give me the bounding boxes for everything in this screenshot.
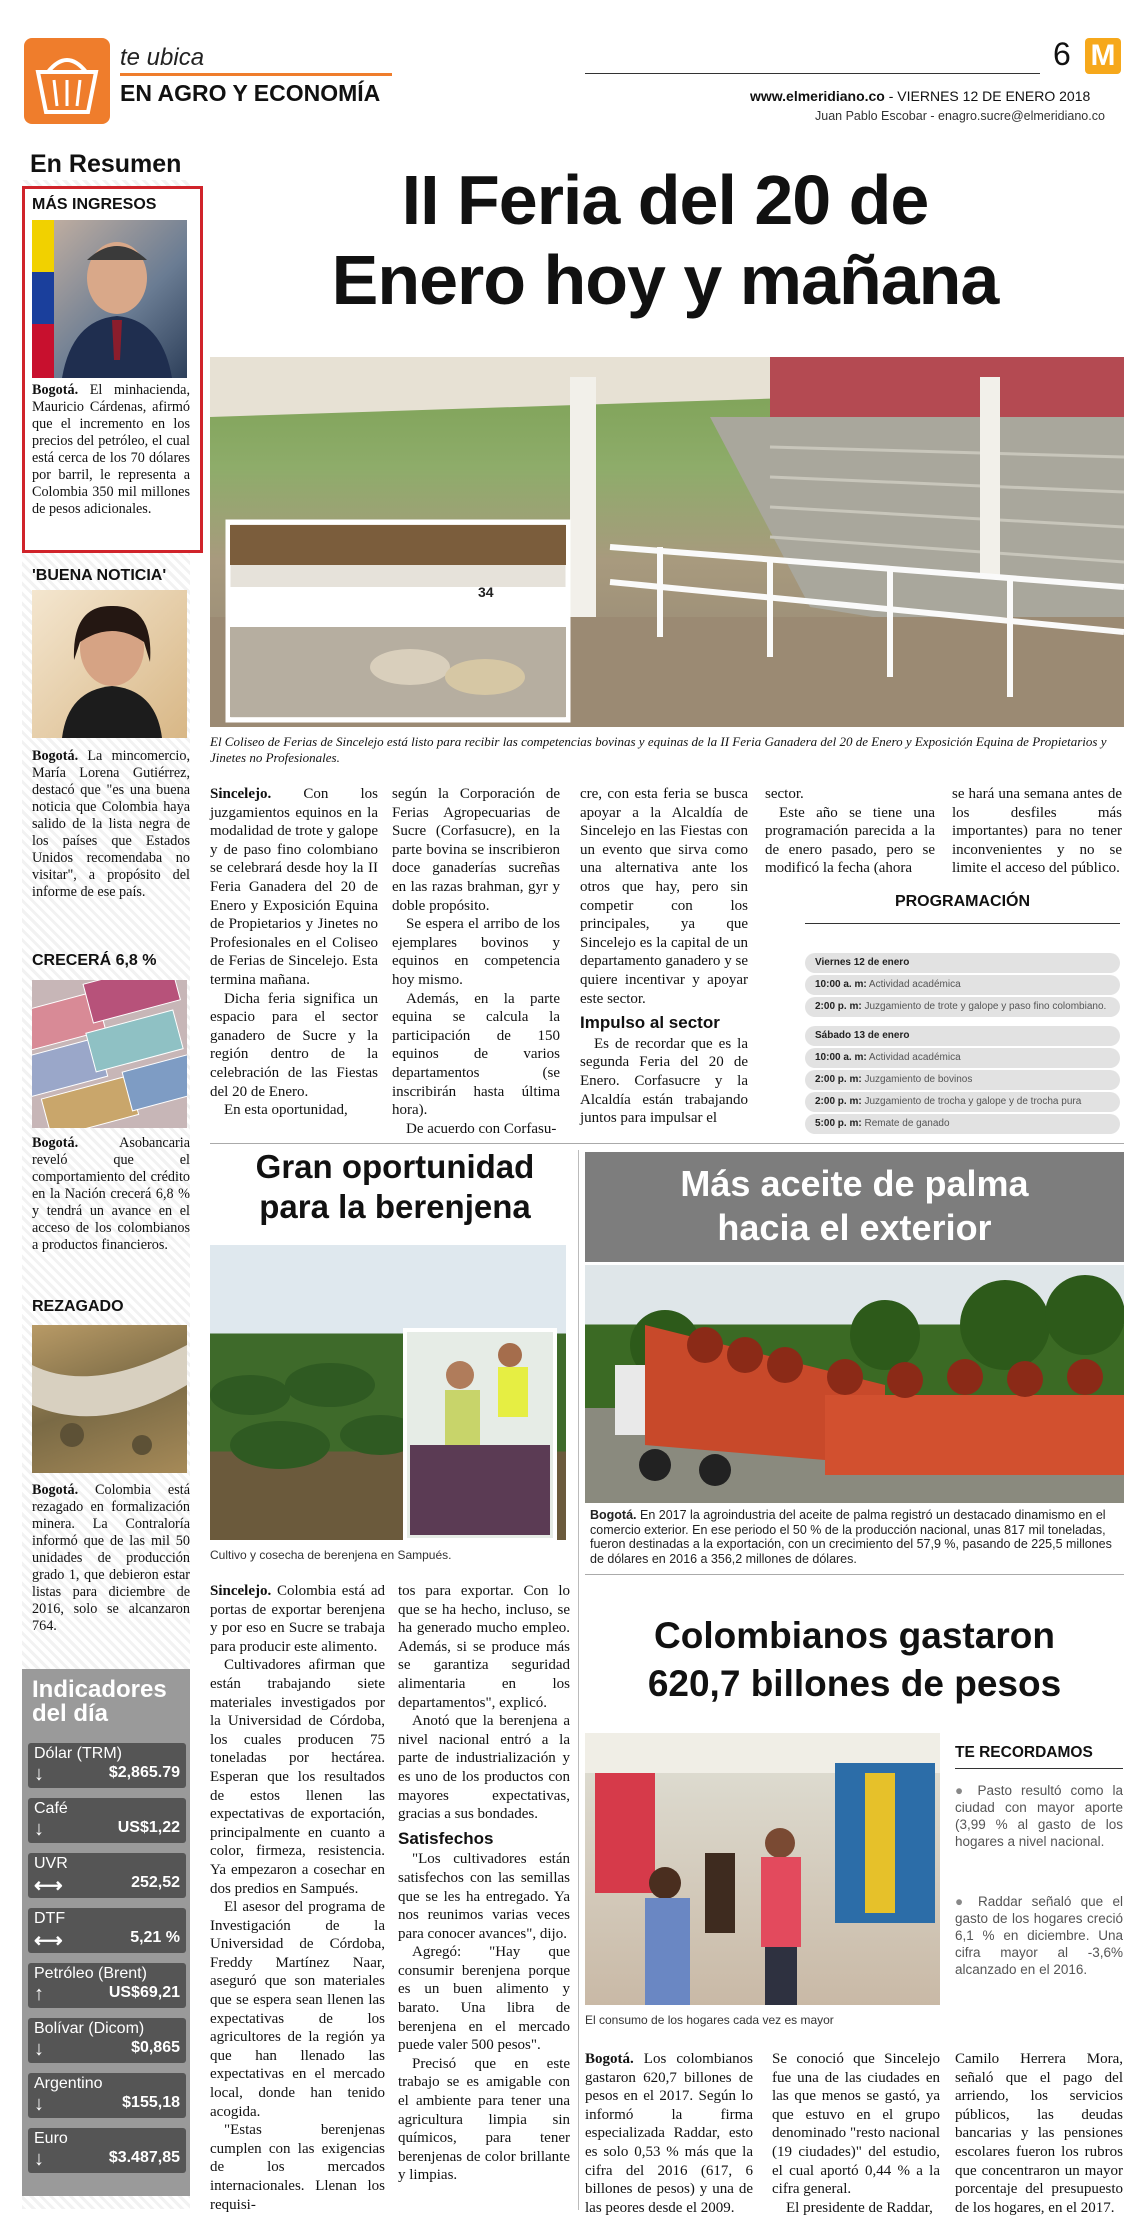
program-rule — [805, 923, 1120, 924]
section-tagline: te ubica — [120, 44, 205, 71]
palma-caption: Bogotá. En 2017 la agroindustria del aceite de palma registró un destacado dinamismo en el comercio exterior. En ese periodo el 50 % de la producción nacional, unas 817 mil toneladas, fueron destinadas a la exportación, con un crecimiento del 57,9 %, pasando de 225,5 millones de dólares en 2016 a 356,2 millones de dólares. — [590, 1508, 1112, 1566]
arrow-down-icon: ↓ — [34, 2148, 44, 2170]
indicator-bolivar: Bolívar (Dicom) ↓ $0,865 — [28, 2018, 186, 2063]
arrow-both-icon: ⟷ — [34, 1875, 63, 1897]
section-divider — [585, 1574, 1124, 1575]
arrow-down-icon: ↓ — [34, 1763, 44, 1785]
program-row: 5:00 p. m: Remate de ganado — [805, 1114, 1120, 1134]
site-url[interactable]: www.elmeridiano.co — [750, 88, 885, 104]
header-rule — [585, 73, 1040, 74]
program-day: Viernes 12 de enero — [805, 953, 1120, 973]
program-row: 10:00 a. m: Actividad académica — [805, 1048, 1120, 1068]
mining-photo — [32, 1325, 187, 1473]
date-line — [750, 88, 1090, 104]
arrow-down-icon: ↓ — [34, 1818, 44, 1840]
stall-number: 34 — [478, 584, 494, 600]
arrow-down-icon: ↓ — [34, 2038, 44, 2060]
main-photo-caption: El Coliseo de Ferias de Sincelejo está listo para recibir las competencias bovinas y equinas de la II Feria Ganadera del 20 de Enero y Exposición Equina de Propietarios y Jinetes no Profesionales. — [210, 734, 1107, 765]
section-divider — [210, 1143, 1124, 1144]
sidebar-title: En Resumen — [30, 150, 182, 178]
author-line: Juan Pablo Escobar - enagro.sucre@elmeridiano.co — [815, 109, 1105, 123]
section-title: EN AGRO Y ECONOMÍA — [120, 80, 381, 106]
bullet-icon: ● — [955, 1894, 969, 1909]
summary-heading: CRECERÁ 6,8 % — [32, 952, 157, 969]
article-column: Bogotá. Los colombianos gastaron 620,7 billones de pesos en el 2017. Según lo informó la firma especializada Raddar, esto es solo 0,53 % más que la cifra del 2016 (617, 6 billones de pesos) y una de las peores desde el 2009. — [585, 2051, 753, 2216]
program-row: 10:00 a. m: Actividad académica — [805, 975, 1120, 995]
eggplant-field-photo — [210, 1245, 566, 1540]
article-column: Sincelejo. Con los juzgamientos equinos en la modalidad de trote y galope y de paso fino colombiano se celebrará desde hoy la II Feria Ganadera del 20 de Enero y Exposición Equina de Propietarios y Jinetes no Profesionales en el Coliseo de Ferias de Sincelejo. Esta termina mañana. Dicha feria significa un espacio para el sector ganadero de Sucre y la región dentro de la celebración de las Fiestas del 20 de Enero. En esta oportunidad, — [210, 786, 378, 1119]
summary-text: Bogotá. El minhacienda, Mauricio Cárdenas, afirmó que el incremento en los precios del petróleo, el cual está cerca de los 70 dólares por barril, le representa a Colombia 350 mil millones de pesos adicionales. — [32, 382, 190, 517]
program-row: 2:00 p. m: Juzgamiento de bovinos — [805, 1070, 1120, 1090]
summary-text: Bogotá. Colombia está rezagado en formalización minera. La Contraloría informó que de las mil 50 unidades de producción grado 1, que debieron estar listas para diciembre de 2016, solo se alcanzaron 764. — [32, 1482, 190, 1634]
coliseum-photo — [210, 357, 1124, 727]
gasto-headline: Colombianos gastaron 620,7 billones de pesos — [647, 1615, 1062, 1704]
summary-heading: REZAGADO — [32, 1298, 124, 1315]
summary-text: Bogotá. La mincomercio, María Lorena Gutiérrez, destacó que "es una buena noticia que Colombia haya salido de la lista negra de los países que Estados Unidos recomendaba no visitar", a propósito del informe de ese país. — [32, 748, 190, 900]
program-row: 2:00 p. m: Juzgamiento de trote y galope y paso fino colombiano. — [805, 997, 1120, 1017]
recordamos-item: ● Raddar señaló que el gasto de los hogares creció 6,1 % en diciembre. Una cifra mayor al -3,6% alcanzado en el 2016. — [955, 1894, 1123, 1977]
main-headline: II Feria del 20 de Enero hoy y mañana — [331, 161, 999, 319]
section-logo — [24, 38, 110, 124]
arrow-both-icon: ⟷ — [34, 1930, 63, 1952]
article-column: se hará una semana antes de los desfiles más importantes) para no tener inconvenientes y no se limite el acceso del público. — [952, 786, 1122, 877]
article-column: cre, con esta feria se busca apoyar a la Alcaldía de Sincelejo en las Fiestas con un evento que sirva como una alternativa ante los otros que hay, pero sin competir con los principales, ya que Sincelejo es la capital de un departamento ganadero y se quiere incentivar y apoyar este sector. Impulso al sector Es de recordar que es la segunda Feria del 20 de Enero. Corfasucre y la Alcaldía están trabajando juntos para impulsar el — [580, 786, 748, 1127]
berenjena-caption: Cultivo y cosecha de berenjena en Sampués. — [210, 1548, 452, 1562]
program-day: Sábado 13 de enero — [805, 1026, 1120, 1046]
indicator-euro: Euro ↓ $3.487,85 — [28, 2128, 186, 2173]
summary-heading: 'BUENA NOTICIA' — [32, 567, 167, 584]
subheading: Satisfechos — [398, 1828, 494, 1848]
summary-heading: MÁS INGRESOS — [32, 196, 157, 213]
bullet-icon: ● — [955, 1783, 969, 1798]
berenjena-headline: Gran oportunidad para la berenjena — [255, 1148, 535, 1225]
subheading: Impulso al sector — [580, 1013, 720, 1033]
article-column: Se conoció que Sincelejo fue una de las ciudades en las que menos se gastó, ya que estuvo en el grupo denominado "resto nacional (19 ciudades)" del estudio, el cual aportó 0,44 % a la cifra general. El presidente de Raddar, — [772, 2051, 940, 2216]
shoppers-photo — [585, 1733, 940, 2005]
issue-date: - VIERNES 12 DE ENERO 2018 — [888, 88, 1091, 104]
recordamos-item: ● Pasto resultó como la ciudad con mayor aporte (3,99 % al gasto de los hogares a nivel nacional. — [955, 1783, 1124, 1849]
paper-logo: M — [1085, 38, 1121, 74]
basket-icon — [24, 38, 110, 124]
article-column: Sincelejo. Colombia está ad portas de exportar berenjena y por eso en Sucre se trabaja para producir este alimento. Cultivadores afirman que están trabajando siete materiales investigados por la Universidad de Córdoba, los cuales producen 75 toneladas por hectárea. Esperan que los resultados de estos llenen las expectativas de exportación, principalmente en cuanto a color, firmeza, resistencia. Ya empezaron a cosechar en dos predios en Sampués. El asesor del programa de Investigación de la Universidad de Córdoba, Freddy Martínez Naar, aseguró que son materiales que se espera sean llenen las expectativas de los agricultores de la región ya que han llenado las expectativas en el mercado local, donde han tenido acogida. "Estas berenjenas cumplen con las exigencias de los mercados internacionales. Llenan los requisi- — [210, 1583, 385, 2213]
indicator-argentino: Argentino ↓ $155,18 — [28, 2073, 186, 2118]
recordamos-title: TE RECORDAMOS — [955, 1744, 1093, 1761]
recordamos-rule — [955, 1768, 1123, 1769]
article-column: según la Corporación de Ferias Agropecuarias de Sucre (Corfasucre), en la parte bovina se inscribieron doce ganaderías sucreñas en las razas brahman, gyr y doble propósito. Se espera el arribo de los ejemplares bovinos y equinos en competencia hoy mismo. Además, en la parte equina se calcula la participación de 150 equinos de varios departamentos (se inscribirán hasta última hora). De acuerdo con Corfasu- — [392, 786, 560, 1137]
column-divider — [578, 1150, 579, 2210]
palm-truck-photo — [585, 1265, 1124, 1503]
indicator-uvr: UVR ⟷ 252,52 — [28, 1853, 186, 1898]
indicators-title: Indicadores del día — [32, 1676, 167, 1727]
article-column: Camilo Herrera Mora, señaló que el pago del arriendo, los servicios públicos, las deudas bancarias y las pensiones escolares fueron los rubros que concentraron un mayor porcentaje del presupuesto de los hogares, en el 2017. — [955, 2051, 1123, 2216]
orange-rule — [120, 73, 392, 76]
page-number: 6 — [1053, 36, 1071, 72]
program-row: 2:00 p. m: Juzgamiento de trocha y galope y de trocha pura — [805, 1092, 1120, 1112]
minister-photo — [32, 590, 187, 738]
arrow-down-icon: ↓ — [34, 2093, 44, 2115]
indicator-dolar: Dólar (TRM) ↓ $2,865.79 — [28, 1743, 186, 1788]
indicator-dtf: DTF ⟷ 5,21 % — [28, 1908, 186, 1953]
indicator-cafe: Café ↓ US$1,22 — [28, 1798, 186, 1843]
indicator-petroleo: Petróleo (Brent) ↑ US$69,21 — [28, 1963, 186, 2008]
palma-headline-box: Más aceite de palma hacia el exterior — [585, 1152, 1124, 1262]
banknotes-photo — [32, 980, 187, 1128]
arrow-up-icon: ↑ — [34, 1983, 44, 2005]
article-column: sector. Este año se tiene una programación parecida a la de enero pasado, pero se modificó la fecha (ahora — [765, 786, 935, 877]
program-title: PROGRAMACIÓN — [894, 893, 1031, 910]
article-column: tos para exportar. Con lo que se ha hecho, incluso, se ha generado mucho empleo. Además, si se produce más se garantiza seguridad alimentaria en los departamentos", explicó. Anotó que la berenjena a nivel nacional entró a la parte de industrialización y es uno de los productos con mayores expectativas, gracias a sus bondades. Satisfechos "Los cultivadores están satisfechos con las semillas que se les ha entregado. Ya nos reunimos varias veces para conocer avances", dijo. Agregó: "Hay que consumir berenjena porque es un buen alimento y barato. Una libra de berenjena en el mercado puede valer 500 pesos". Precisó que en este trabajo se es amigable con el ambiente para tener una agricultura limpia sin químicos, para tener berenjenas de color brillante y limpias. — [398, 1583, 570, 2184]
summary-text: Bogotá. Asobancaria reveló que el comportamiento del crédito en la Nación crecerá 6,8 % y tendrá un avance en el acceso de los colombianos a productos financieros. — [32, 1135, 190, 1253]
gasto-caption: El consumo de los hogares cada vez es mayor — [585, 2013, 834, 2027]
minister-photo — [32, 220, 187, 378]
